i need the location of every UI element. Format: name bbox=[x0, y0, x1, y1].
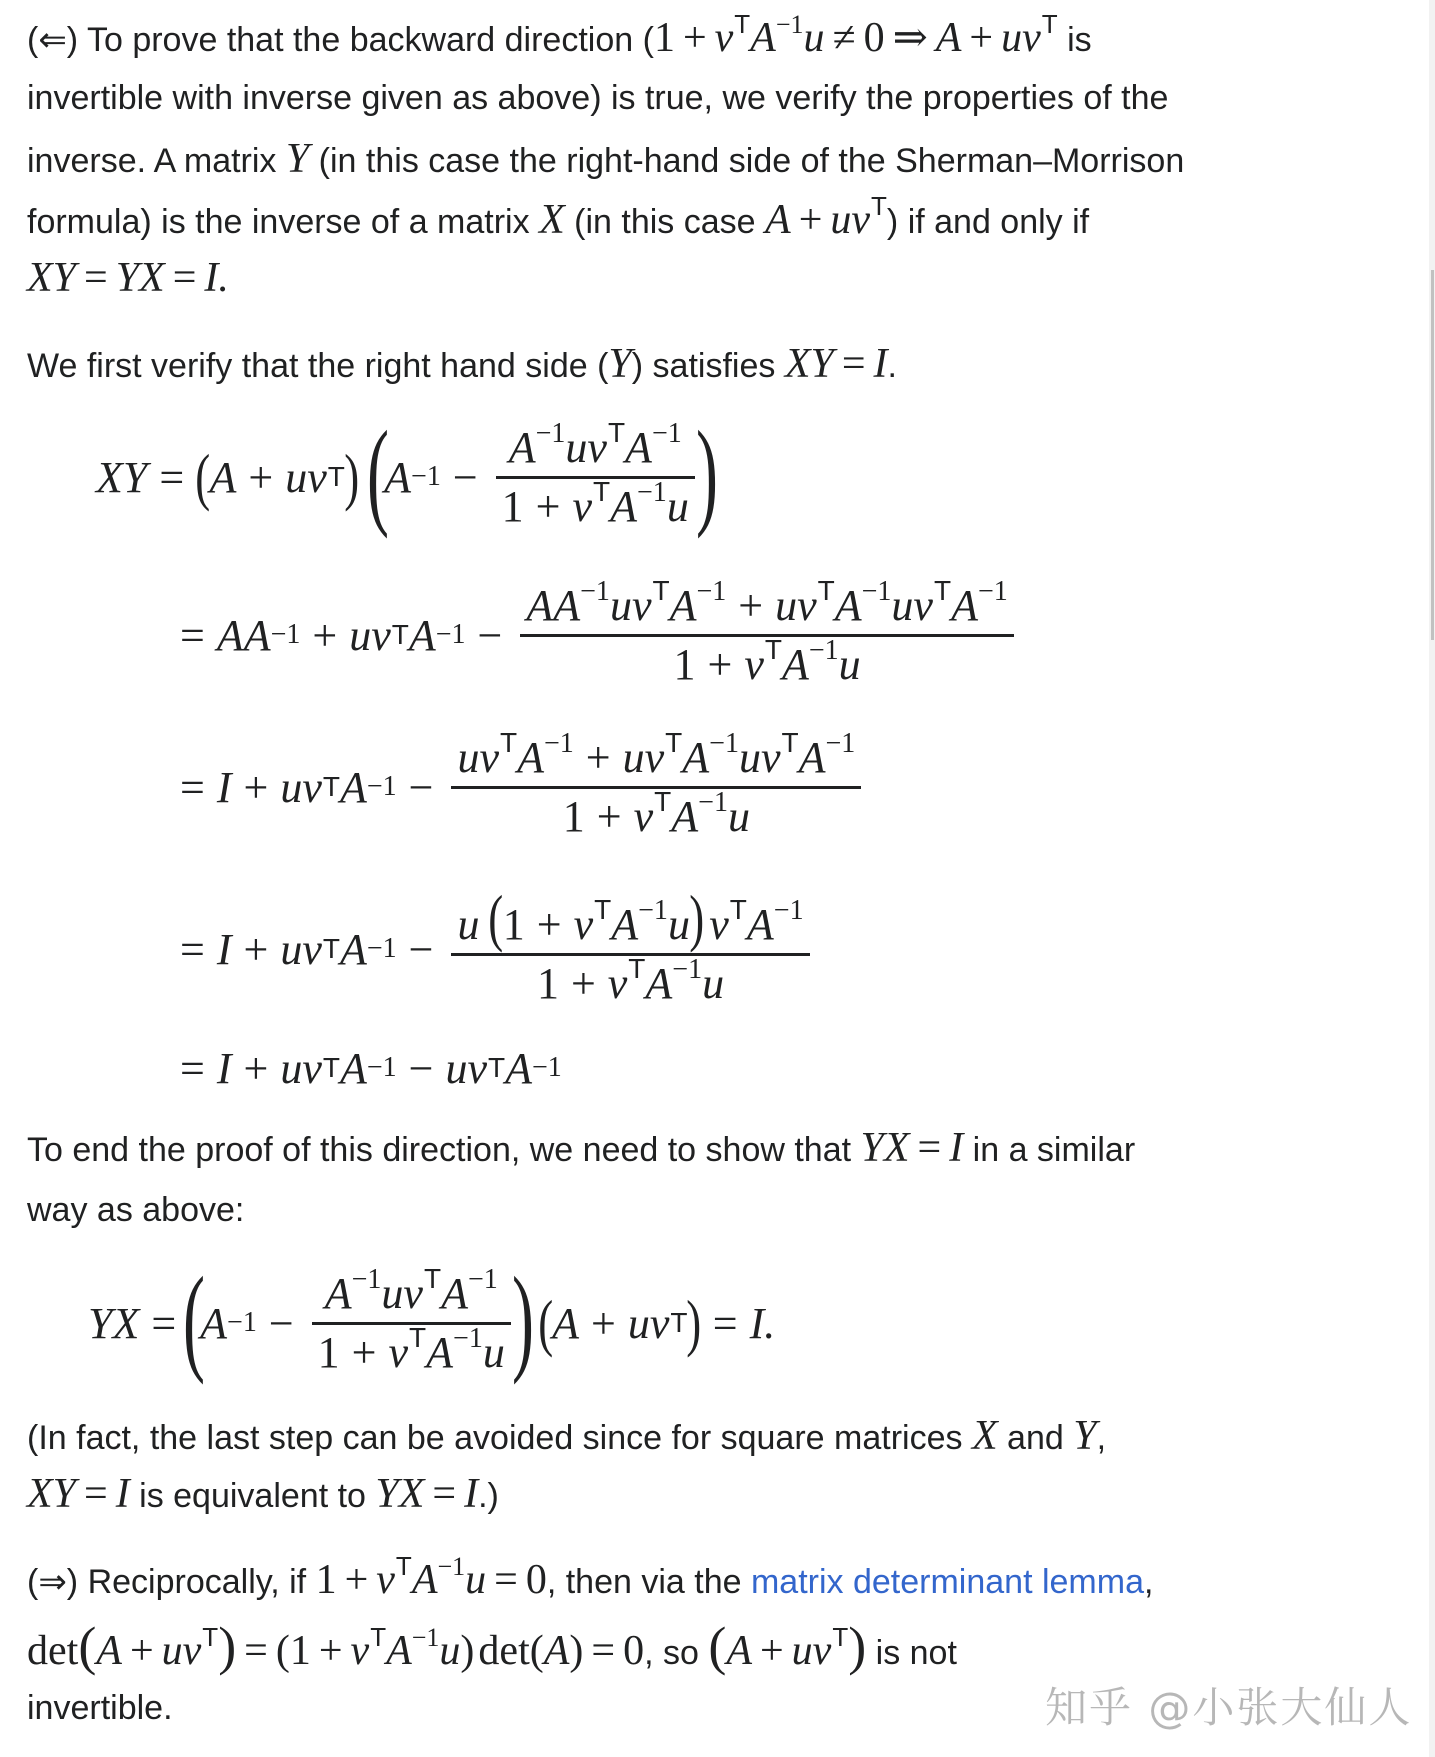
backward-arrow: (⇐) bbox=[27, 21, 79, 59]
equation-xy-row-5: = I + uv T A −1 − uv T A −1 bbox=[180, 1043, 562, 1093]
paragraph-1-line-5: XY = YX = I. bbox=[27, 255, 229, 301]
equation-xy-row-2: = AA −1 + uv T A −1 − $\frac{AA^{-1}uv^TA^{-1} + uv^TA^{-1}uv^TA^{-1}}{1 + v^TA^{-1}u}$ bbox=[180, 570, 1020, 700]
equation-xy-row-1: XY = ( A + uv T ) ( A −1 − $\frac{A^{-1}uv^TA^{-1}}{1 + v^TA^{-1}u}$ ) bbox=[96, 406, 718, 539]
fraction: $\frac{A^{-1}uv^TA^{-1}}{1 + v^TA^{-1}u}$ bbox=[496, 420, 695, 535]
fraction: $\frac{uv^TA^{-1} + uv^TA^{-1}uv^TA^{-1}}{1 + v^TA^{-1}u}$ bbox=[451, 730, 861, 845]
paragraph-1-line-3: inverse. A matrix Y (in this case the right-hand side of the Sherman–Morrison bbox=[27, 136, 1185, 182]
equation-xy-row-4: = I + uv T A −1 − $\frac{u (1 + v^TA^{-1}u) v^TA^{-1}}{1 + v^TA^{-1}u}$ bbox=[180, 884, 816, 1014]
fraction: $\frac{u (1 + v^TA^{-1}u) v^TA^{-1}}{1 + v^TA^{-1}u}$ bbox=[451, 886, 809, 1012]
paragraph-4-line-1: (In fact, the last step can be avoided since for square matrices X and Y, bbox=[27, 1413, 1107, 1459]
paragraph-3-line-2: way as above: bbox=[27, 1191, 245, 1229]
forward-arrow: (⇒) bbox=[27, 1563, 79, 1601]
paragraph-1-line-2: invertible with inverse given as above) is true, we verify the properties of the bbox=[27, 79, 1169, 117]
paragraph-4-line-2: XY = I is equivalent to YX = I.) bbox=[27, 1471, 499, 1517]
matrix-determinant-lemma-link[interactable]: matrix determinant lemma bbox=[750, 1563, 1144, 1601]
paragraph-5-line-1: (⇒) Reciprocally, if $1 + v^TA^{-1}u = 0$, then via the matrix determinant lemma, bbox=[27, 1551, 1154, 1603]
paragraph-5-line-3: invertible. bbox=[27, 1689, 173, 1727]
fraction: $\frac{A^{-1}uv^TA^{-1}}{1 + v^TA^{-1}u}$ bbox=[312, 1266, 511, 1381]
scrollbar-thumb[interactable] bbox=[1431, 270, 1434, 640]
paragraph-1-line-1: (⇐) To prove that the backward direction ($1 + v^TA^{-1}u \ne 0$ ⇒ $A + uv^T$ is bbox=[27, 9, 1092, 61]
fraction: $\frac{AA^{-1}uv^TA^{-1} + uv^TA^{-1}uv^TA^{-1}}{1 + v^TA^{-1}u}$ bbox=[520, 578, 1013, 693]
paragraph-1-line-4: formula) is the inverse of a matrix X (in this case $A + uv^T$) if and only if bbox=[27, 191, 1090, 243]
paragraph-5-line-2: $\det(A + uv^T) = (1 + v^TA^{-1}u)\det(A) = 0$, so $(A + uv^T)$ is not bbox=[27, 1616, 957, 1676]
scrollbar-track[interactable] bbox=[1429, 0, 1435, 1757]
watermark: 知乎 @小张大仙人 bbox=[1045, 1683, 1413, 1732]
paragraph-2: We first verify that the right hand side (Y) satisfies XY = I. bbox=[27, 341, 897, 387]
paragraph-3-line-1: To end the proof of this direction, we need to show that YX = I in a similar bbox=[27, 1125, 1136, 1171]
var-X: X bbox=[539, 197, 565, 243]
var-Y: Y bbox=[285, 136, 310, 182]
equation-xy-row-3: = I + uv T A −1 − $\frac{uv^TA^{-1} + uv^TA^{-1}uv^TA^{-1}}{1 + v^TA^{-1}u}$ bbox=[180, 722, 867, 852]
equation-yx: YX = ( A −1 − $\frac{A^{-1}uv^TA^{-1}}{1 + v^TA^{-1}u}$ ) ( A + uv T ) = I. bbox=[88, 1252, 776, 1385]
